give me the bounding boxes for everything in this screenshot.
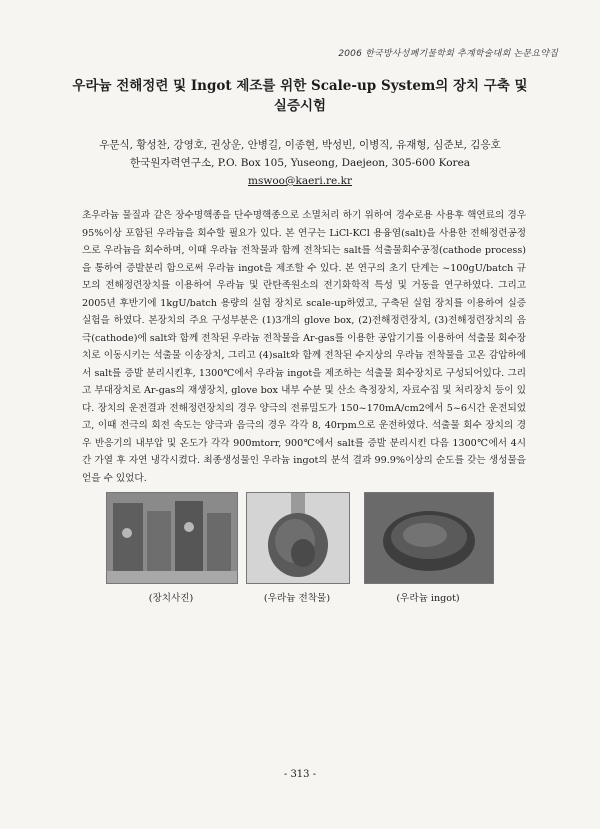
author-block	[70, 136, 530, 190]
title-line-1: 우라늄 전해정련 및 Ingot 제조를 위한 Scale-up System의 장치 구축 및	[72, 78, 528, 94]
equipment-photo	[106, 492, 238, 584]
uranium-deposit-photo	[246, 492, 350, 584]
equipment-photo-image	[107, 493, 237, 583]
author-names: 우문식, 황성찬, 강영호, 권상운, 안병길, 이종현, 박성빈, 이병직, 유재형, 심준보, 김응호	[99, 139, 501, 151]
running-header: 2006 한국방사성폐기물학회 추계학술대회 논문요약집	[338, 49, 558, 59]
uranium-ingot-photo	[364, 492, 494, 584]
page-number: - 313 -	[283, 769, 317, 780]
paper-title	[60, 76, 540, 116]
email: mswoo@kaeri.re.kr	[248, 175, 352, 187]
abstract-text: 초우라늄 물질과 같은 장수명핵종을 단수명핵종으로 소멸처리 하기 위하여 경수로용 사용후 핵연료의 경우 95%이상 포함된 우라늄을 회수할 필요가 있다. 본 연구는 LiCl-KCl 용융염(salt)을 사용한 전해정련공정으로 우라늄을 회수하며, 이때 우라늄 전착물과 함께 전착되는 salt를 석출물회수공정(cathode process)을 통하여 증발분리 함으로써 우라늄 ingot을 제조할 수 있다. 본 연구의 초기 단계는 ~100gU/batch 규모의 전해정련장치를 이용하여 우라늄 및 란탄족원소의 전기화학적 특성 및 거동을 연구하였다. 그리고 2005년 후반기에 1kgU/batch 용량의 실험 장치로 scale-up하였고, 구축된 실험 장치를 이용하여 실증실험을 하였다. 본장치의 주요 구성부분은 (1)3개의 glove box, (2)전해정련장치, (3)전해정련장치의 음극(cathode)에 salt와 함께 전착된 우라늄 전착물을 Ar-gas를 이용한 공압기기를 이용하여 석출물 회수장치로 이동시키는 석출물 이송장치, 그리고 (4)salt와 함께 전착된 수지상의 우라늄 전착물을 고온 감압하에서 salt를 증발 분리시킨후, 1300℃에서 우라늄 ingot을 제조하는 석출물 회수장치로 구성되어있다. 그리고 부대장치로 Ar-gas의 재생장치, glove box 내부 수분 및 산소 측정장치, 자료수집 및 처리장치 등이 있다. 장치의 운전결과 전해정련장치의 경우 양극의 전류밀도가 150~170mA/cm2에서 5~6시간 운전되었고, 이때 전극의 회전 속도는 양극과 음극의 경우 각각 8, 40rpm으로 운전하였다. 석출물 회수 장치의 경우 반응기의 내부압 및 온도가 각각 900mtorr, 900℃에서 salt를 증발 분리시킨 다음 1300℃에서 4시간 가열 후 자연 냉각시켰다. 최종생성물인 우라늄 ingot의 분석 결과 99.9%이상의 순도를 갖는 생성물을 얻을 수 있었다.	[82, 210, 526, 484]
affiliation: 한국원자력연구소, P.O. Box 105, Yuseong, Daejeon, 305-600 Korea	[129, 157, 471, 169]
figure-caption-deposit: (우라늄 전착물)	[263, 593, 331, 604]
uranium-ingot-image	[365, 493, 493, 583]
uranium-deposit-image	[247, 493, 349, 583]
title-line-2: 실증시험	[273, 98, 327, 114]
figure-caption-equipment: (장치사진)	[148, 593, 194, 604]
figure-caption-ingot: (우라늄 ingot)	[396, 593, 460, 604]
